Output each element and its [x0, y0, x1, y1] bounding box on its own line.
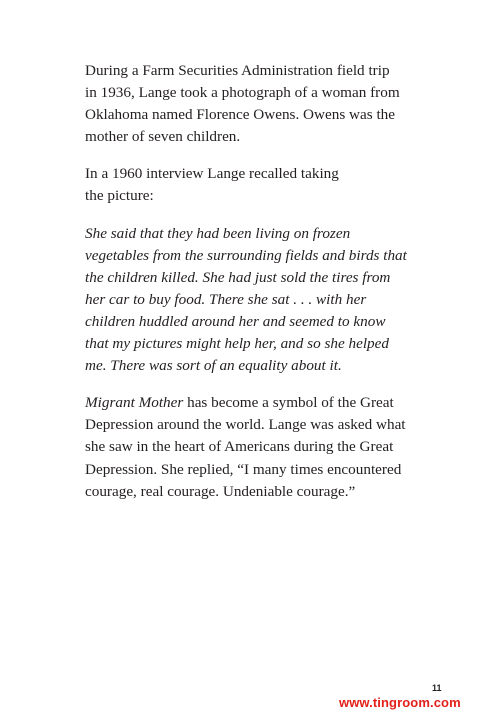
text-line: Oklahoma named Florence Owens. Owens was the: [85, 106, 395, 124]
paragraph-farm-securities: [57, 60, 432, 148]
text-fragment: has become a symbol of the Great: [183, 394, 394, 412]
text-line: mother of seven children.: [85, 128, 241, 146]
text-line: [57, 392, 432, 414]
text-line: courage, real courage. Undeniable courage.”: [85, 482, 356, 500]
quote-line: children huddled around her and seemed to know: [85, 312, 386, 330]
quote-line: that my pictures might help her, and so she helped: [85, 335, 389, 353]
paragraph-interview: [57, 163, 432, 207]
text-line: in 1936, Lange took a photograph of a woman from: [85, 84, 400, 102]
block-quote: [85, 223, 432, 378]
quote-line: vegetables from the surrounding fields and birds that: [85, 246, 407, 264]
page-body: [57, 60, 432, 518]
site-watermark: www.tingroom.com: [339, 695, 461, 710]
photo-title: Migrant Mother: [85, 394, 184, 412]
quote-line: her car to buy food. There she sat . . . with her: [85, 290, 367, 308]
quote-line: the children killed. She had just sold the tires from: [85, 268, 391, 286]
text-line: During a Farm Securities Administration field trip: [85, 62, 390, 79]
text-line: the picture:: [85, 187, 154, 205]
page-number: 11: [432, 683, 442, 693]
quote-line: me. There was sort of an equality about it.: [85, 357, 342, 375]
text-line: Depression around the world. Lange was asked what: [85, 416, 406, 434]
text-line: Depression. She replied, “I many times encountered: [85, 460, 402, 478]
text-line: In a 1960 interview Lange recalled taking: [85, 165, 339, 183]
text-line: she saw in the heart of Americans during the Great: [85, 438, 394, 456]
quote-line: She said that they had been living on frozen: [85, 224, 351, 242]
paragraph-migrant-mother: [57, 392, 432, 502]
